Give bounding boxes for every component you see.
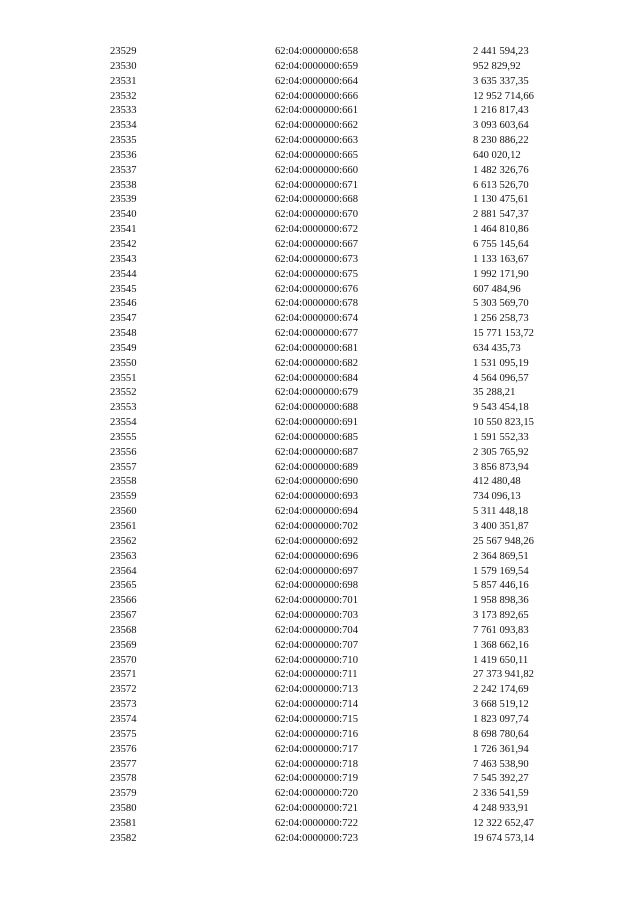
amount: 7 545 392,27	[473, 773, 529, 785]
row-number: 23568	[110, 624, 137, 636]
row-number: 23535	[110, 135, 137, 147]
table-row	[0, 119, 640, 134]
amount: 1 133 163,67	[473, 253, 529, 265]
row-number: 23538	[110, 179, 137, 191]
table-row	[0, 90, 640, 105]
row-number: 23571	[110, 669, 137, 681]
cadastral-number: 62:04:0000000:692	[275, 535, 358, 547]
table-row	[0, 268, 640, 283]
cadastral-number: 62:04:0000000:658	[275, 46, 358, 57]
cadastral-number: 62:04:0000000:691	[275, 417, 358, 429]
amount: 607 484,96	[473, 283, 521, 295]
cadastral-number: 62:04:0000000:721	[275, 803, 358, 815]
cadastral-number: 62:04:0000000:679	[275, 387, 358, 399]
row-number: 23550	[110, 357, 137, 369]
amount: 1 823 097,74	[473, 713, 529, 725]
row-number: 23531	[110, 75, 137, 87]
amount: 1 531 095,19	[473, 357, 529, 369]
row-number: 23540	[110, 209, 137, 221]
cadastral-number: 62:04:0000000:696	[275, 550, 358, 562]
cadastral-number: 62:04:0000000:665	[275, 149, 358, 161]
cadastral-number: 62:04:0000000:710	[275, 654, 358, 666]
cadastral-number: 62:04:0000000:659	[275, 60, 358, 72]
amount: 7 463 538,90	[473, 758, 529, 770]
amount: 12 952 714,66	[473, 90, 534, 102]
table-row	[0, 713, 640, 728]
cadastral-number: 62:04:0000000:690	[275, 476, 358, 488]
cadastral-number: 62:04:0000000:674	[275, 313, 358, 325]
row-number: 23543	[110, 253, 137, 265]
cadastral-number: 62:04:0000000:713	[275, 684, 358, 696]
row-number: 23563	[110, 550, 137, 562]
table-row	[0, 565, 640, 580]
table-row	[0, 698, 640, 713]
row-number: 23544	[110, 268, 137, 280]
table-row	[0, 372, 640, 387]
cadastral-number: 62:04:0000000:666	[275, 90, 358, 102]
table-row	[0, 624, 640, 639]
amount: 6 613 526,70	[473, 179, 529, 191]
cadastral-number: 62:04:0000000:718	[275, 758, 358, 770]
table-row	[0, 179, 640, 194]
table-row	[0, 639, 640, 654]
amount: 3 856 873,94	[473, 461, 529, 473]
table-row	[0, 579, 640, 594]
cadastral-number: 62:04:0000000:684	[275, 372, 358, 384]
cadastral-number: 62:04:0000000:670	[275, 209, 358, 221]
row-number: 23574	[110, 713, 137, 725]
amount: 25 567 948,26	[473, 535, 534, 547]
cadastral-number: 62:04:0000000:720	[275, 788, 358, 800]
row-number: 23567	[110, 610, 137, 622]
row-number: 23547	[110, 313, 137, 325]
cadastral-number: 62:04:0000000:697	[275, 565, 358, 577]
cadastral-number: 62:04:0000000:688	[275, 402, 358, 414]
table-row	[0, 787, 640, 802]
amount: 3 400 351,87	[473, 521, 529, 532]
row-number: 23558	[110, 476, 137, 488]
row-number: 23533	[110, 105, 137, 117]
row-number: 23566	[110, 595, 137, 607]
cadastral-number: 62:04:0000000:678	[275, 298, 358, 310]
amount: 1 992 171,90	[473, 268, 529, 280]
row-number: 23541	[110, 224, 137, 236]
amount: 8 230 886,22	[473, 135, 529, 147]
amount: 2 881 547,37	[473, 209, 529, 221]
table-row	[0, 60, 640, 75]
cadastral-number: 62:04:0000000:682	[275, 357, 358, 369]
row-number: 23548	[110, 328, 137, 340]
row-number: 23579	[110, 788, 137, 800]
row-number: 23573	[110, 699, 137, 711]
row-number: 23542	[110, 238, 137, 250]
cadastral-number: 62:04:0000000:677	[275, 328, 358, 340]
amount: 1 256 258,73	[473, 313, 529, 325]
table-row	[0, 238, 640, 253]
amount: 3 173 892,65	[473, 610, 529, 622]
amount: 640 020,12	[473, 149, 521, 161]
cadastral-number: 62:04:0000000:689	[275, 461, 358, 473]
table-row	[0, 802, 640, 817]
cadastral-number: 62:04:0000000:698	[275, 580, 358, 592]
amount: 2 441 594,23	[473, 46, 529, 57]
table-row	[0, 505, 640, 520]
cadastral-number: 62:04:0000000:702	[275, 521, 358, 532]
row-number: 23545	[110, 283, 137, 295]
table-row	[0, 609, 640, 624]
table-row	[0, 327, 640, 342]
amount: 5 857 446,16	[473, 580, 529, 592]
row-number: 23534	[110, 120, 137, 132]
amount: 1 579 169,54	[473, 565, 529, 577]
table-row	[0, 283, 640, 298]
table-row	[0, 728, 640, 743]
row-number: 23549	[110, 342, 137, 354]
table-row	[0, 342, 640, 357]
amount: 12 322 652,47	[473, 817, 534, 829]
table-row	[0, 550, 640, 565]
row-number: 23577	[110, 758, 137, 770]
row-number: 23532	[110, 90, 137, 102]
amount: 19 674 573,14	[473, 832, 534, 844]
amount: 3 668 519,12	[473, 699, 529, 711]
cadastral-number: 62:04:0000000:687	[275, 446, 358, 458]
cadastral-number: 62:04:0000000:717	[275, 743, 358, 755]
row-number: 23575	[110, 728, 137, 740]
cadastral-number: 62:04:0000000:707	[275, 639, 358, 651]
table-row	[0, 312, 640, 327]
amount: 2 364 869,51	[473, 550, 529, 562]
amount: 9 543 454,18	[473, 402, 529, 414]
amount: 1 368 662,16	[473, 639, 529, 651]
amount: 952 829,92	[473, 60, 521, 72]
row-number: 23582	[110, 832, 137, 844]
cadastral-number: 62:04:0000000:701	[275, 595, 358, 607]
row-number: 23561	[110, 521, 137, 532]
cadastral-number: 62:04:0000000:668	[275, 194, 358, 206]
amount: 2 305 765,92	[473, 446, 529, 458]
row-number: 23530	[110, 60, 137, 72]
row-number: 23551	[110, 372, 137, 384]
amount: 1 130 475,61	[473, 194, 529, 206]
cadastral-number: 62:04:0000000:671	[275, 179, 358, 191]
amount: 1 482 326,76	[473, 164, 529, 176]
amount: 5 303 569,70	[473, 298, 529, 310]
cadastral-number: 62:04:0000000:703	[275, 610, 358, 622]
cadastral-number: 62:04:0000000:672	[275, 224, 358, 236]
table-row	[0, 475, 640, 490]
amount: 1 726 361,94	[473, 743, 529, 755]
cadastral-number: 62:04:0000000:694	[275, 506, 358, 518]
row-number: 23556	[110, 446, 137, 458]
cadastral-number: 62:04:0000000:661	[275, 105, 358, 117]
amount: 1 464 810,86	[473, 224, 529, 236]
cadastral-number: 62:04:0000000:664	[275, 75, 358, 87]
cadastral-number: 62:04:0000000:715	[275, 713, 358, 725]
row-number: 23539	[110, 194, 137, 206]
table-row	[0, 743, 640, 758]
amount: 1 958 898,36	[473, 595, 529, 607]
cadastral-number: 62:04:0000000:663	[275, 135, 358, 147]
table-row	[0, 832, 640, 847]
row-number: 23529	[110, 46, 137, 57]
row-number: 23572	[110, 684, 137, 696]
amount: 5 311 448,18	[473, 506, 529, 518]
table-row	[0, 683, 640, 698]
cadastral-number: 62:04:0000000:722	[275, 817, 358, 829]
row-number: 23569	[110, 639, 137, 651]
row-number: 23559	[110, 491, 137, 503]
row-number: 23555	[110, 431, 137, 443]
amount: 15 771 153,72	[473, 328, 534, 340]
row-number: 23562	[110, 535, 137, 547]
table-row	[0, 357, 640, 372]
cadastral-number: 62:04:0000000:667	[275, 238, 358, 250]
row-number: 23564	[110, 565, 137, 577]
cadastral-number: 62:04:0000000:711	[275, 669, 358, 681]
table-row	[0, 817, 640, 832]
row-number: 23570	[110, 654, 137, 666]
table-row	[0, 535, 640, 550]
table-row	[0, 164, 640, 179]
amount: 27 373 941,82	[473, 669, 534, 681]
cadastral-number: 62:04:0000000:716	[275, 728, 358, 740]
amount: 7 761 093,83	[473, 624, 529, 636]
cadastral-number: 62:04:0000000:681	[275, 342, 358, 354]
document-table	[0, 45, 640, 847]
amount: 412 480,48	[473, 476, 521, 488]
table-row	[0, 758, 640, 773]
cadastral-number: 62:04:0000000:704	[275, 624, 358, 636]
table-row	[0, 208, 640, 223]
amount: 1 591 552,33	[473, 431, 529, 443]
table-row	[0, 431, 640, 446]
table-row	[0, 461, 640, 476]
amount: 3 093 603,64	[473, 120, 529, 132]
row-number: 23580	[110, 803, 137, 815]
amount: 1 419 650,11	[473, 654, 529, 666]
row-number: 23578	[110, 773, 137, 785]
amount: 10 550 823,15	[473, 417, 534, 429]
table-row	[0, 490, 640, 505]
amount: 8 698 780,64	[473, 728, 529, 740]
table-row	[0, 223, 640, 238]
cadastral-number: 62:04:0000000:693	[275, 491, 358, 503]
amount: 3 635 337,35	[473, 75, 529, 87]
table-row	[0, 134, 640, 149]
row-number: 23557	[110, 461, 137, 473]
table-row	[0, 520, 640, 535]
cadastral-number: 62:04:0000000:673	[275, 253, 358, 265]
cadastral-number: 62:04:0000000:675	[275, 268, 358, 280]
amount: 2 242 174,69	[473, 684, 529, 696]
row-number: 23537	[110, 164, 137, 176]
table-row	[0, 654, 640, 669]
table-row	[0, 45, 640, 60]
table-row	[0, 594, 640, 609]
table-row	[0, 386, 640, 401]
cadastral-number: 62:04:0000000:723	[275, 832, 358, 844]
table-row	[0, 446, 640, 461]
table-row	[0, 772, 640, 787]
table-row	[0, 253, 640, 268]
table-row	[0, 75, 640, 90]
cadastral-number: 62:04:0000000:685	[275, 431, 358, 443]
table-row	[0, 297, 640, 312]
row-number: 23536	[110, 149, 137, 161]
row-number: 23565	[110, 580, 137, 592]
table-row	[0, 149, 640, 164]
table-row	[0, 193, 640, 208]
amount: 35 288,21	[473, 387, 516, 399]
row-number: 23546	[110, 298, 137, 310]
amount: 1 216 817,43	[473, 105, 529, 117]
table-row	[0, 416, 640, 431]
cadastral-number: 62:04:0000000:662	[275, 120, 358, 132]
row-number: 23552	[110, 387, 137, 399]
cadastral-number: 62:04:0000000:719	[275, 773, 358, 785]
amount: 6 755 145,64	[473, 238, 529, 250]
cadastral-number: 62:04:0000000:714	[275, 699, 358, 711]
row-number: 23553	[110, 402, 137, 414]
cadastral-number: 62:04:0000000:660	[275, 164, 358, 176]
table-row	[0, 401, 640, 416]
table-row	[0, 668, 640, 683]
amount: 4 248 933,91	[473, 803, 529, 815]
row-number: 23554	[110, 417, 137, 429]
amount: 4 564 096,57	[473, 372, 529, 384]
table-row	[0, 104, 640, 119]
cadastral-number: 62:04:0000000:676	[275, 283, 358, 295]
amount: 734 096,13	[473, 491, 521, 503]
row-number: 23560	[110, 506, 137, 518]
row-number: 23581	[110, 817, 137, 829]
amount: 2 336 541,59	[473, 788, 529, 800]
row-number: 23576	[110, 743, 137, 755]
amount: 634 435,73	[473, 342, 521, 354]
